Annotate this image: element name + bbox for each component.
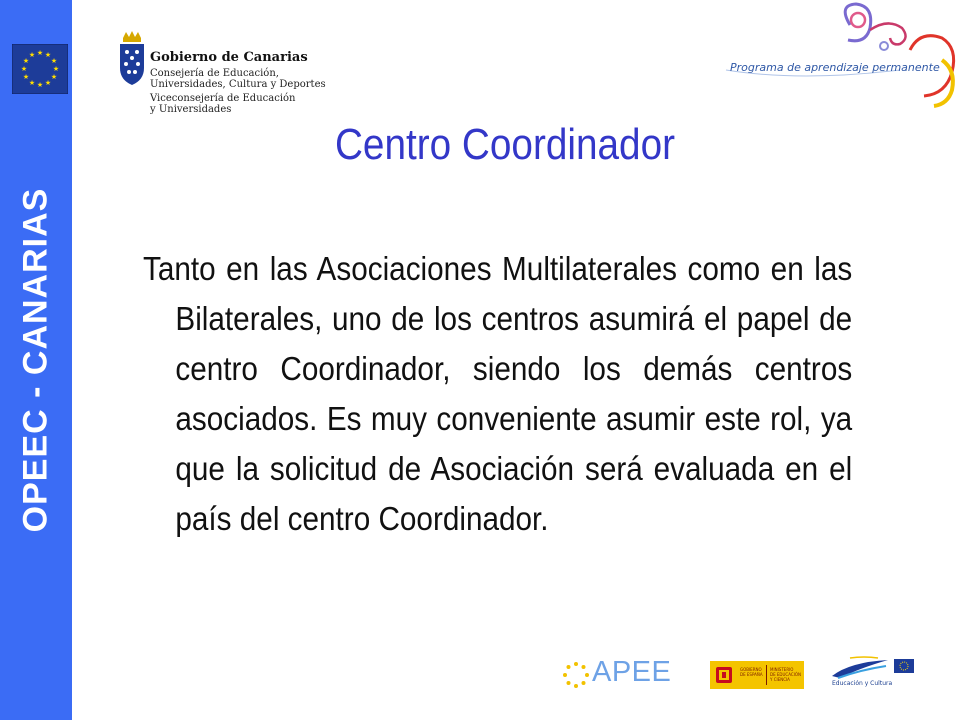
gov-line-2: Universidades, Cultura y Deportes — [150, 79, 326, 90]
spain-min-line-2: DE EDUCACIÓN — [770, 672, 801, 677]
svg-text:★: ★ — [36, 81, 44, 89]
spain-gov-line-2: DE ESPAÑA — [740, 672, 763, 677]
eac-eu-flag-icon — [894, 659, 914, 673]
svg-text:★: ★ — [22, 73, 30, 81]
svg-text:★: ★ — [52, 65, 60, 73]
spain-min-line-1: MINISTERIO — [770, 667, 794, 672]
svg-text:★: ★ — [44, 79, 52, 87]
lifelong-learning-logo — [720, 0, 960, 110]
canarias-crest-icon — [116, 30, 148, 86]
lifelong-learning-label: Programa de aprendizaje permanente — [730, 61, 940, 74]
spain-ministry-text — [770, 667, 801, 682]
gov-line-3: Viceconsejería de Educación — [150, 93, 296, 104]
svg-text:★: ★ — [22, 57, 30, 65]
spain-min-line-3: Y CIENCIA — [770, 677, 790, 682]
gov-name: Gobierno de Canarias — [150, 50, 308, 65]
slide-title: Centro Coordinador — [334, 120, 676, 169]
lifelong-learning-swirl-icon — [720, 0, 960, 110]
spain-gov-text — [740, 667, 763, 677]
svg-text:★: ★ — [28, 51, 36, 59]
gobierno-canarias-logo — [116, 30, 326, 120]
slide-body: Tanto en las Asociaciones Multilaterales como en las Bilaterales, uno de los centros asumirá el papel de centro Coordinador, siendo los demás centros asociados. Es muy conveniente asumir este rol, ya que la solicitud de Asociación será evaluada en el país del centro Coordinador. — [143, 250, 853, 537]
spain-divider — [766, 665, 767, 685]
svg-text:★: ★ — [20, 65, 28, 73]
svg-text:★: ★ — [50, 57, 58, 65]
svg-text:★: ★ — [36, 49, 44, 57]
sidebar — [0, 0, 72, 720]
spain-shield-icon — [714, 665, 734, 685]
sidebar-label: OPEEC - CANARIAS — [16, 187, 55, 533]
educacion-cultura-logo — [830, 656, 916, 690]
eu-flag-icon — [12, 44, 68, 94]
gov-line-1: Consejería de Educación, — [150, 68, 279, 79]
apee-logo — [560, 655, 680, 695]
svg-text:★: ★ — [50, 73, 58, 81]
svg-text:★: ★ — [28, 79, 36, 87]
spain-gov-line-1: GOBIERNO — [740, 667, 762, 672]
eac-label: Educación y Cultura — [832, 680, 893, 687]
svg-text:★: ★ — [44, 51, 52, 59]
eac-swoosh-icon — [830, 656, 890, 680]
spain-ministry-logo — [710, 661, 804, 689]
gov-line-4: y Universidades — [150, 104, 232, 115]
apee-label: APEE — [592, 656, 672, 688]
apee-dots-icon — [560, 659, 592, 691]
